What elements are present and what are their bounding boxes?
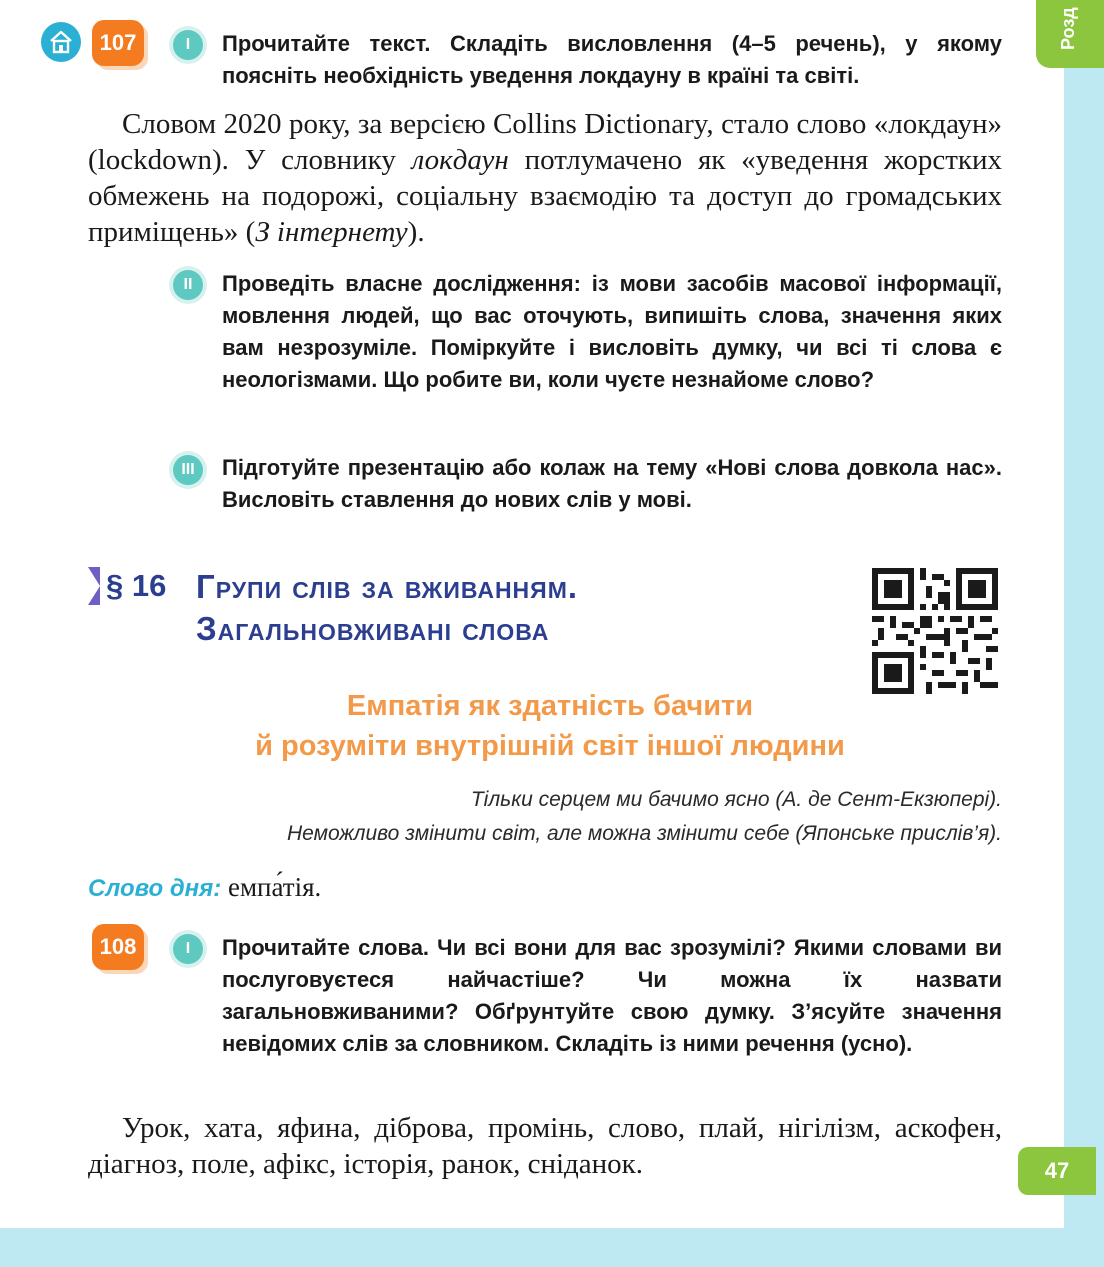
task-number-badge: 107 xyxy=(92,20,144,66)
bottom-band xyxy=(0,1228,1104,1267)
level-badge: I xyxy=(173,30,203,60)
task-instruction: Прочитайте текст. Складіть висловлення (4–5 речень), у якому поясніть необхідність уведення локдауну в країні та світі. xyxy=(222,31,1002,88)
home-glyph-icon xyxy=(48,30,74,54)
word-of-day-value: емпа́тія. xyxy=(227,872,322,902)
subtitle-line: Емпатія як здатність бачити xyxy=(346,690,754,722)
paragraph-title xyxy=(196,566,836,650)
qr-code-icon[interactable] xyxy=(872,568,998,694)
task-instruction: Прочитайте слова. Чи всі вони для вас зрозумілі? Якими словами ви послуговуєтеся найчастіше? Чи можна їх назвати загальновживаними? Обґрунтуйте свою думку. З’ясуйте значення невідомих слів за словником. Складіть із ними речення (усно). xyxy=(222,935,1002,1056)
paragraph-title-line: Групи слів за вживанням. xyxy=(196,568,579,605)
paragraph-number: § 16 xyxy=(106,568,167,603)
paragraph-title-line: Загальновживані слова xyxy=(196,610,550,647)
epigraph-line: Неможливо змінити світ, але можна змінити себе (Японське прислів’я). xyxy=(286,822,1002,845)
task-number-badge: 108 xyxy=(92,924,144,970)
task-instruction: Проведіть власне дослідження: із мови засобів масової інформації, мовлення людей, що вас оточують, випишіть слова, значення яких вам незрозуміле. Поміркуйте і висловіть думку, чи всі ті слова є неологізмами. Що робите ви, коли чуєте незнайоме слово? xyxy=(222,271,1002,392)
subtitle-line: й розуміти внутрішній світ іншої людини xyxy=(255,730,845,762)
level-badge: I xyxy=(173,934,203,964)
side-band xyxy=(1064,0,1104,1267)
paragraph-subtitle xyxy=(180,686,920,766)
section-tab-label: Розд xyxy=(1058,7,1078,50)
paragraph-marker xyxy=(88,566,166,606)
word-of-day-label: Слово дня: xyxy=(88,875,222,902)
epigraph-line: Тільки серцем ми бачимо ясно (А. де Сент-Екзюпері). xyxy=(470,788,1002,811)
home-icon[interactable] xyxy=(41,22,81,62)
chevron-marker-icon xyxy=(88,567,100,605)
page-number: 47 xyxy=(1018,1147,1096,1195)
text-passage: Словом 2020 року, за версією Collins Dictionary, стало слово «локдаун» (lockdown). У словнику локдаун потлумачено як «уведення жорстких обмежень на подорожі, соціальну взаємодію та доступ до громадських приміщень» (З інтернету). xyxy=(88,108,1002,248)
level-badge: II xyxy=(173,270,203,300)
word-list: Урок, хата, яфина, діброва, промінь, слово, плай, нігілізм, аскофен, діагноз, поле, афікс, історія, ранок, сніданок. xyxy=(88,1112,1002,1180)
section-tab[interactable] xyxy=(1036,0,1104,68)
word-of-day xyxy=(88,872,321,903)
task-instruction: Підготуйте презентацію або колаж на тему «Нові слова довкола нас». Висловіть ставлення до нових слів у мові. xyxy=(222,455,1002,512)
level-badge: III xyxy=(173,455,203,485)
